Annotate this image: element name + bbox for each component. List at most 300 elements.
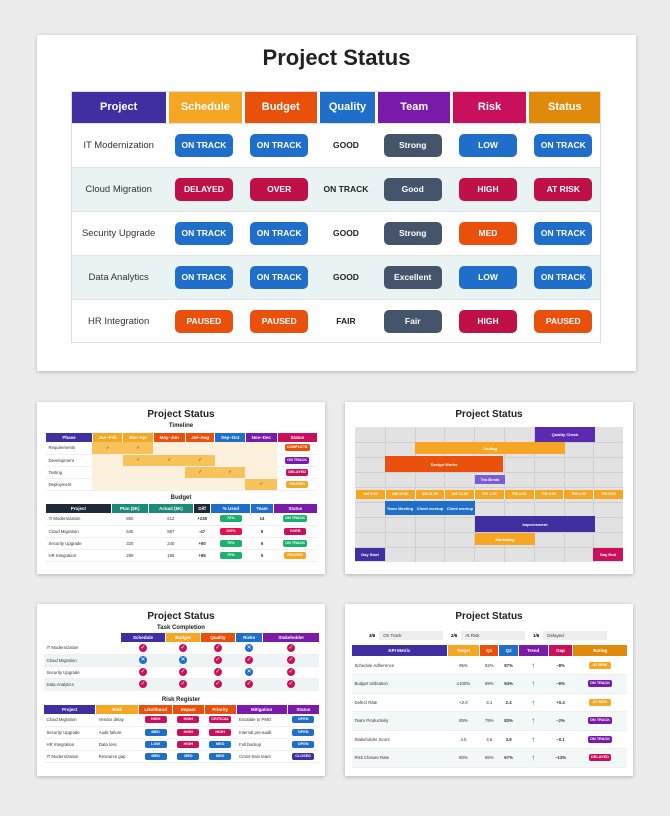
time-row [355,490,623,499]
column-header: Actual ($K) [148,504,193,513]
arrow-up-icon: ↑ [531,716,536,726]
check-icon: ✓ [140,644,146,651]
thumbnail-slide-tasks[interactable] [37,604,325,776]
used-badge: 109% [220,528,242,535]
thumbnail-slide-schedule[interactable] [345,402,633,574]
rating-badge: ON TRACK [589,718,610,723]
table-row [44,678,320,690]
timeline-cell [185,442,215,454]
timeline-cell: ✓ [245,478,277,490]
status-badge: DELAYED [175,178,233,201]
project-name: HR Integration [71,299,166,343]
task-cell [263,642,319,654]
summary-count: 3/6 [365,631,379,640]
timeline-cell [245,466,277,478]
status-cell [287,726,319,738]
used-badge: 70% [220,552,242,559]
time-label: AM 11.00 [415,490,445,499]
status-badge: ON TRACK [250,266,308,289]
status-cell [450,211,525,255]
status-cell [375,211,450,255]
table-row [46,442,318,454]
task-cell [165,678,200,690]
status-cell [273,525,317,537]
status-badge: OPEN [292,716,314,723]
slide-title: Project Status [455,611,523,622]
status-cell [242,299,317,343]
kpi-name: Defect Rate [352,693,448,712]
timeline-cell [92,466,122,478]
phase-name: Deployment [46,478,93,490]
column-header: Project [44,705,96,714]
used-cell [211,513,251,525]
column-header: Jul–Aug [185,433,215,442]
grid-line [355,487,623,488]
used-badge: 72% [220,515,242,522]
column-header: Risk [96,705,139,714]
status-cell [166,255,241,299]
timeline-cell [153,466,185,478]
q1-value: 3.1 [480,693,499,712]
q1-value: 79% [480,712,499,731]
rating-cell [573,712,627,731]
status-cell [166,167,241,211]
target-value: 95% [447,656,479,675]
cross-icon: ✕ [246,669,252,675]
status-text: GOOD [332,272,359,282]
table-row [44,654,320,666]
column-header: Rating [573,645,627,656]
time-label: AM 12.00 [444,490,474,499]
status-badge: ON TRACK [250,222,308,245]
level-cell [139,726,173,738]
kpi-name: Schedule Adherence [352,656,448,675]
task-cell [235,642,263,654]
schedule-grid [355,427,623,562]
level-cell [204,738,236,750]
task-cell [165,666,200,678]
project-name: IT Modernization [44,750,96,762]
trend-cell [518,730,548,749]
timeline-cell [153,442,185,454]
q1-value: 3.6 [480,730,499,749]
gap-value: −8% [548,656,573,675]
project-name: Cloud Migration [46,525,112,537]
team-value: 6 [251,537,274,549]
mitigation-text: Cross-train team [236,750,287,762]
status-cell [287,750,319,762]
actual-value: 240 [148,537,193,549]
status-cell [287,738,319,750]
kpi-name: Risk Closure Rate [352,749,448,768]
table-row [46,513,318,525]
thumbnail-slide-timeline[interactable] [37,402,325,574]
column-header: Status [277,433,317,442]
rating-cell [573,749,627,768]
task-cell [201,642,236,654]
column-header: Nov–Dec [245,433,277,442]
status-badge: OVER [284,528,306,535]
check-icon: ✓ [246,681,252,687]
status-cell [317,255,375,299]
check-icon: ✓ [246,657,252,663]
timeline-cell [215,454,245,466]
status-cell [166,123,241,167]
risk-name: Resource gap [96,750,139,762]
project-name: IT Modernization [46,513,112,525]
target-value: 4.0 [447,730,479,749]
status-cell [277,466,317,478]
status-cell [450,167,525,211]
schedule-bar: Client meetup [415,501,445,515]
arrow-up-icon: ↑ [531,679,536,689]
table-row [44,666,320,678]
status-cell [242,211,317,255]
arrow-up-icon: ↑ [531,734,536,744]
cross-icon: ✕ [180,657,186,663]
check-icon: ✓ [288,669,294,675]
column-header: Q1 [480,645,499,656]
time-label: PM 3.00 [534,490,564,499]
timeline-cell [153,478,185,490]
level-cell [173,726,205,738]
target-value: 85% [447,712,479,731]
column-header: Team [251,504,274,513]
level-badge: MED [145,729,167,736]
table-row [46,466,318,478]
check-icon: ✓ [288,644,294,651]
table-row [44,642,320,654]
timeline-cell [123,466,153,478]
summary-label: Delayed [543,631,607,640]
timeline-cell: ✓ [185,466,215,478]
project-name: Data Analytics [71,255,166,299]
timeline-cell [245,442,277,454]
phase-name: Testing [46,466,93,478]
status-badge: CLOSED [292,753,314,760]
status-badge: DELAYED [286,469,308,476]
table-row [46,478,318,490]
status-cell [277,454,317,466]
status-cell [450,299,525,343]
column-header: Risks [235,633,263,642]
project-name: Data Analytics [44,678,121,690]
level-badge: HIGH [209,729,231,736]
task-table [43,633,319,691]
table-row [71,123,601,167]
column-header: May–Jun [153,433,185,442]
status-badge: ON TRACK [175,134,233,157]
project-name: Cloud Migration [71,167,166,211]
mitigation-text: Full backup [236,738,287,750]
actual-value: 195 [148,549,193,561]
check-icon: ✓ [140,669,146,675]
table-row [44,738,320,750]
status-badge: HIGH [459,310,517,333]
mitigation-text: Escalate to PMO [236,714,287,726]
project-name: Cloud Migration [44,654,121,666]
level-cell [139,750,173,762]
status-badge: Good [384,178,442,201]
column-header: Trend [518,645,548,656]
status-cell [166,211,241,255]
timeline-cell [245,454,277,466]
level-cell [139,714,173,726]
kpi-name: Budget Utilization [352,675,448,694]
status-cell [317,299,375,343]
summary-bar [365,631,613,641]
status-badge: PAUSED [284,552,306,559]
budget-heading: Budget [170,495,192,501]
timeline-cell: ✓ [92,442,122,454]
status-cell [242,167,317,211]
gap-value: −6% [548,675,573,694]
schedule-bar: Marketing [475,533,535,545]
schedule-bar: Coding [415,442,565,454]
column-header: Team [375,91,450,123]
column-header: Schedule [121,633,166,642]
column-header: Likelihood [139,705,173,714]
summary-count: 2/6 [447,631,461,640]
project-name: Security Upgrade [71,211,166,255]
schedule-bar: Design Works [385,456,503,472]
team-value: 14 [251,513,274,525]
summary-label: At Risk [461,631,525,640]
page-title: Project Status [262,45,411,70]
timeline-table [45,433,317,491]
project-name: IT Modernization [44,642,121,654]
status-badge: PAUSED [250,310,308,333]
task-cell [121,642,166,654]
task-cell [121,654,166,666]
table-row [352,656,628,675]
phase-name: Development [46,454,93,466]
gap-value: +0.4 [548,693,573,712]
plan-value: 320 [111,537,148,549]
status-text: GOOD [332,228,359,238]
status-badge: ON TRACK [175,222,233,245]
status-cell [277,442,317,454]
check-icon: ✓ [215,681,221,687]
used-cell [211,549,251,561]
status-cell [375,167,450,211]
schedule-bar: Client meetup [445,501,475,515]
q2-value: 3.9 [499,730,518,749]
main-slide[interactable] [37,35,636,371]
summary-label: On Track [379,631,443,640]
check-icon: ✓ [215,644,221,651]
level-cell [204,726,236,738]
status-badge: HIGH [459,178,517,201]
trend-cell [518,749,548,768]
table-row [352,730,628,749]
status-cell [526,123,601,167]
trend-cell [518,693,548,712]
status-cell [526,299,601,343]
status-badge: LOW [459,266,517,289]
status-cell [375,123,450,167]
status-cell [375,299,450,343]
schedule-bar: Improvement [475,516,595,532]
summary-item [365,631,443,640]
timeline-cell: ✓ [153,454,185,466]
check-icon: ✓ [140,681,146,687]
status-badge: PAUSED [175,310,233,333]
status-badge: ON TRACK [534,222,592,245]
plan-value: 850 [111,513,148,525]
arrow-up-icon: ↑ [531,753,536,763]
task-cell [235,654,263,666]
status-cell [166,299,241,343]
timeline-heading: Timeline [168,423,194,429]
status-cell [317,167,375,211]
level-cell [204,750,236,762]
column-header: Project [71,91,166,123]
status-badge: Strong [384,222,442,245]
summary-count: 1/6 [529,631,543,640]
status-badge: ON TRACK [287,457,308,462]
used-cell [211,537,251,549]
check-icon: ✓ [288,681,294,687]
column-header: KPI Metric [352,645,448,656]
status-badge: AT RISK [534,178,592,201]
trend-cell [518,656,548,675]
column-header: Plan ($K) [111,504,148,513]
q1-value: 82% [480,656,499,675]
column-header: Budget [165,633,200,642]
project-name: IT Modernization [71,123,166,167]
q2-value: 87% [499,656,518,675]
cross-icon: ✕ [246,644,252,651]
table-row [71,167,601,211]
task-cell [263,678,319,690]
target-value: 80% [447,749,479,768]
check-icon: ✓ [215,657,221,663]
column-header: Schedule [166,91,241,123]
kpi-name: Team Productivity [352,712,448,731]
column-header: Quality [317,91,375,123]
risk-name: Vendor delay [96,714,139,726]
actual-value: 612 [148,513,193,525]
level-cell [173,750,205,762]
level-cell [204,714,236,726]
slide-title: Project Status [147,611,215,622]
status-badge: OVER [250,178,308,201]
rating-badge: ON TRACK [589,736,610,741]
plan-value: 280 [111,549,148,561]
rating-cell [573,693,627,712]
level-badge: CRITICAL [209,716,231,723]
timeline-cell: ✓ [215,466,245,478]
column-header: Jan–Feb [92,433,122,442]
table-row [352,693,628,712]
table-row [352,749,628,768]
task-cell [235,678,263,690]
mitigation-text: Internal pre-audit [236,726,287,738]
table-row [46,537,318,549]
q2-value: 2.4 [499,693,518,712]
column-header: Sep–Oct [215,433,245,442]
task-cell [121,666,166,678]
timeline-cell [123,478,153,490]
project-name: Security Upgrade [44,666,121,678]
time-label: AM 10.00 [385,490,415,499]
level-badge: HIGH [177,741,199,748]
rating-badge: DELAYED [589,754,611,761]
status-cell [287,714,319,726]
time-label: PM 1.00 [474,490,504,499]
table-row [71,299,601,343]
plan-value: 540 [111,525,148,537]
level-badge: MED [209,753,231,760]
rating-badge: ON TRACK [589,681,610,686]
table-row [46,454,318,466]
kpi-name: Stakeholder Score [352,730,448,749]
status-badge: Fair [384,310,442,333]
level-badge: HIGH [177,716,199,723]
risk-name: Data loss [96,738,139,750]
task-cell [201,666,236,678]
column-header: Status [287,705,319,714]
slide-title: Project Status [455,409,523,420]
timeline-cell [215,442,245,454]
timeline-cell: ✓ [123,454,153,466]
table-row [352,712,628,731]
status-badge: OPEN [292,729,314,736]
column-header: Status [526,91,601,123]
phase-name: Requirements [46,442,93,454]
used-badge: 75% [220,540,242,547]
status-badge: ON TRACK [285,516,306,521]
gap-value: −2% [548,712,573,731]
status-cell [526,255,601,299]
target-value: ≤100% [447,675,479,694]
project-name: Cloud Migration [44,714,96,726]
timeline-cell: ✓ [123,442,153,454]
diff-value: -47 [193,525,211,537]
used-cell [211,525,251,537]
grid-line [355,547,623,548]
check-icon: ✓ [288,657,294,663]
task-cell [235,666,263,678]
task-cell [201,654,236,666]
budget-table [45,504,317,562]
rating-cell [573,675,627,694]
status-cell [317,211,375,255]
q1-value: 55% [480,749,499,768]
column-header: Phase [46,433,93,442]
table-row [352,675,628,694]
status-cell [273,513,317,525]
status-cell [273,549,317,561]
timeline-cell [185,478,215,490]
status-cell [242,255,317,299]
time-label: PM 5.00 [593,490,623,499]
task-cell [201,678,236,690]
status-cell [317,123,375,167]
project-name: Security Upgrade [44,726,96,738]
risk-table [43,705,319,763]
risk-heading: Risk Register [161,697,201,703]
actual-value: 587 [148,525,193,537]
trend-cell [518,675,548,694]
thumbnail-slide-kpi[interactable] [345,604,633,776]
column-header: Mitigation [236,705,287,714]
status-cell [273,537,317,549]
table-row [46,549,318,561]
status-badge: ON TRACK [175,266,233,289]
timeline-cell [92,478,122,490]
